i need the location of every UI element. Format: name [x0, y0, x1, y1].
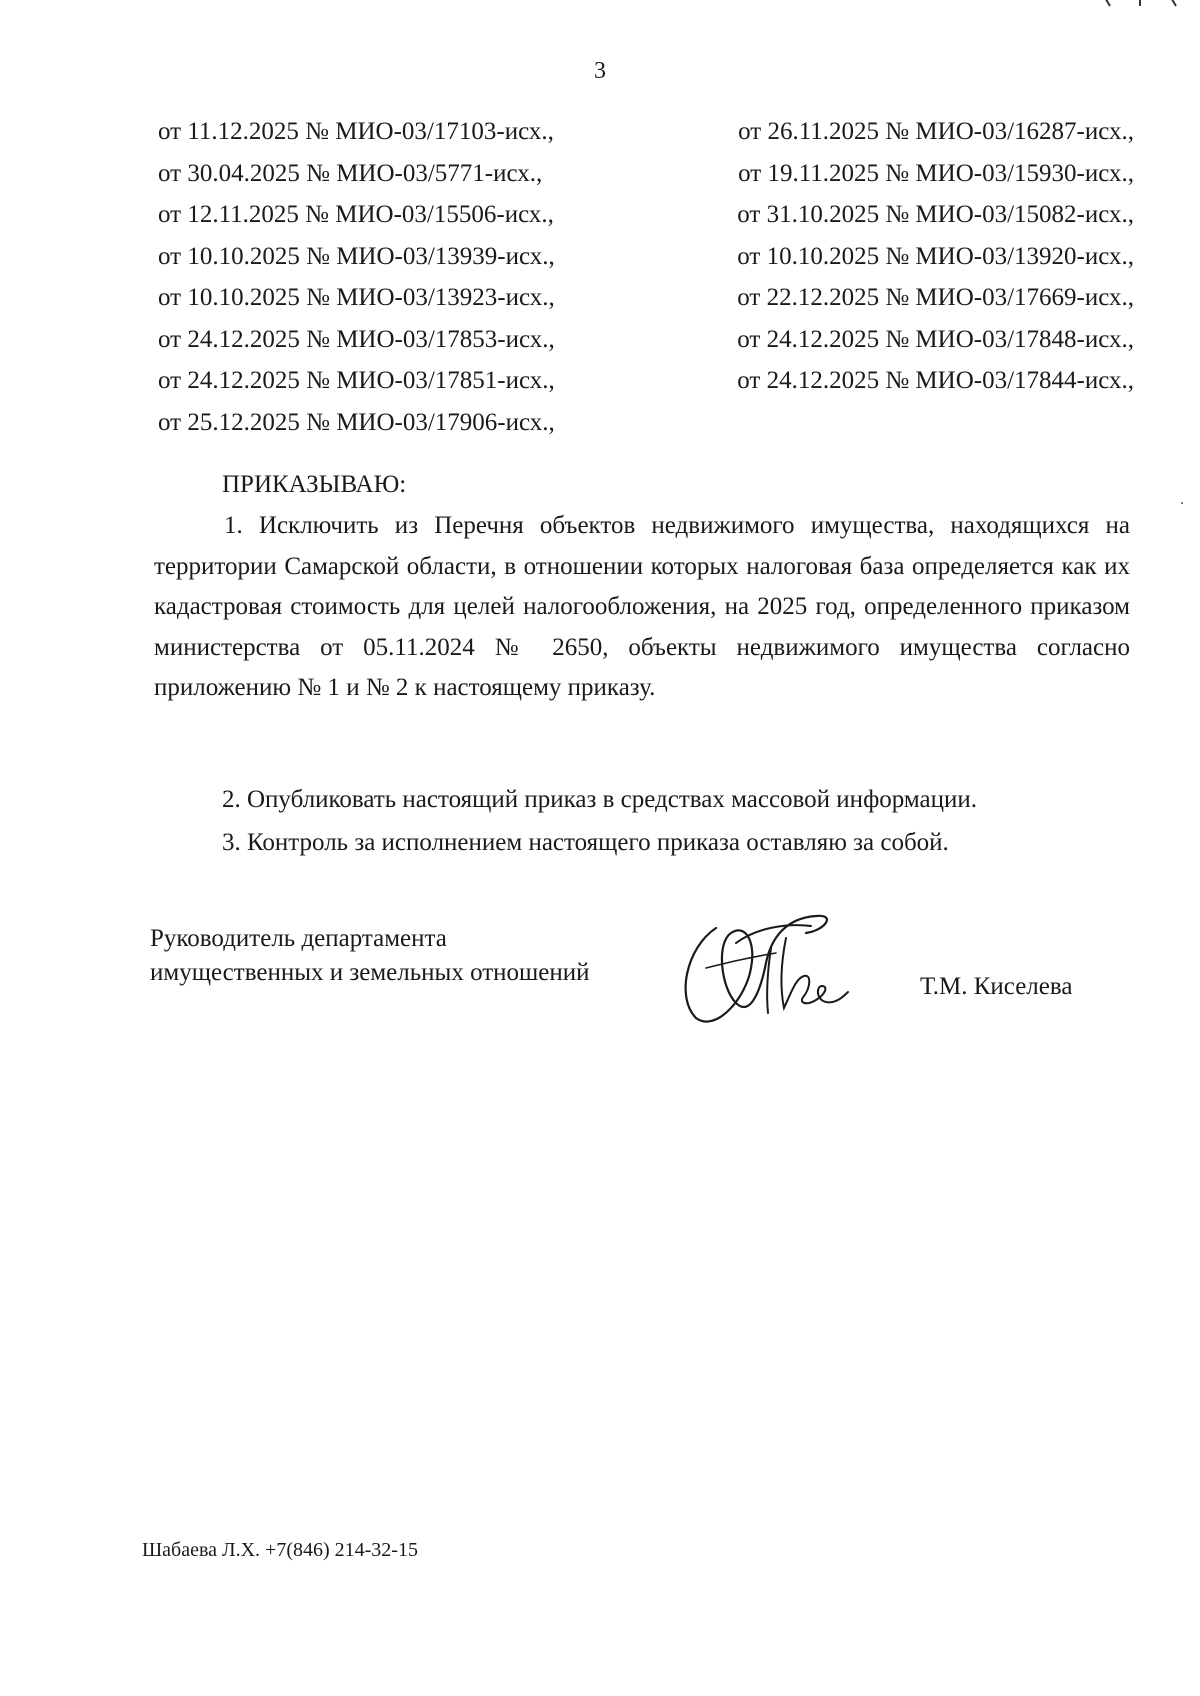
- page-number: 3: [594, 58, 606, 84]
- clause-1: [154, 506, 1130, 709]
- signatory-name: Т.М. Киселева: [920, 973, 1073, 1000]
- clause-3: 3. Контроль за исполнением настоящего приказа оставляю за собой.: [222, 829, 949, 856]
- reference-item: от 11.12.2025 № МИО-03/17103-исх.,: [158, 118, 554, 145]
- order-heading: ПРИКАЗЫВАЮ:: [222, 471, 407, 498]
- reference-item: от 22.12.2025 № МИО-03/17669-исх.,: [737, 284, 1134, 311]
- reference-line: [158, 277, 1134, 319]
- clause-2: 2. Опубликовать настоящий приказ в средствах массовой информации.: [222, 786, 978, 813]
- signatory-title-line: имущественных и земельных отношений: [150, 959, 590, 986]
- reference-line: [158, 153, 1134, 195]
- reference-item: от 19.11.2025 № МИО-03/15930-исх.,: [738, 159, 1134, 187]
- reference-line: [158, 194, 1134, 236]
- reference-line: [158, 111, 1134, 153]
- clause-1-text: 1. Исключить из Перечня объектов недвижимого имущества, находящихся на территории Самарской области, в отношении которых налоговая база определяется как их кадастровая стоимость для целей налогообложения, на 2025 год, определенного приказом министерства от 05.11.2024 № 2650, объекты недвижимого имущества согласно приложению № 1 и № 2 к настоящему приказу.: [154, 512, 1130, 701]
- reference-line: [158, 236, 1134, 278]
- reference-line: [158, 360, 1134, 402]
- reference-line: [158, 402, 1134, 444]
- reference-item: от 24.12.2025 № МИО-03/17848-исх.,: [737, 325, 1134, 353]
- signatory-title: [150, 922, 590, 990]
- reference-item: от 12.11.2025 № МИО-03/15506-исх.,: [158, 201, 554, 228]
- reference-item: от 24.12.2025 № МИО-03/17853-исх.,: [158, 325, 555, 353]
- executor-contact: Шабаева Л.Х. +7(846) 214-32-15: [142, 1539, 418, 1561]
- reference-item: от 10.10.2025 № МИО-03/13939-исх.,: [158, 242, 555, 270]
- reference-list: [158, 111, 1134, 443]
- handwritten-signature: [676, 908, 876, 1038]
- reference-item: от 24.12.2025 № МИО-03/17851-исх.,: [158, 367, 555, 394]
- reference-item: от 10.10.2025 № МИО-03/13920-исх.,: [737, 242, 1134, 270]
- reference-item: от 10.10.2025 № МИО-03/13923-исх.,: [158, 284, 555, 311]
- signatory-title-line: Руководитель департамента: [150, 925, 447, 952]
- corner-mark-graphic: [1100, 0, 1190, 8]
- reference-item: от 25.12.2025 № МИО-03/17906-исх.,: [158, 408, 555, 436]
- reference-item: от 24.12.2025 № МИО-03/17844-исх.,: [737, 367, 1134, 394]
- reference-item: от 26.11.2025 № МИО-03/16287-исх.,: [738, 118, 1134, 145]
- reference-line: [158, 319, 1134, 361]
- scan-speck: [1181, 502, 1183, 504]
- reference-item: от 30.04.2025 № МИО-03/5771-исх.,: [158, 159, 543, 187]
- reference-item: от 31.10.2025 № МИО-03/15082-исх.,: [737, 201, 1134, 228]
